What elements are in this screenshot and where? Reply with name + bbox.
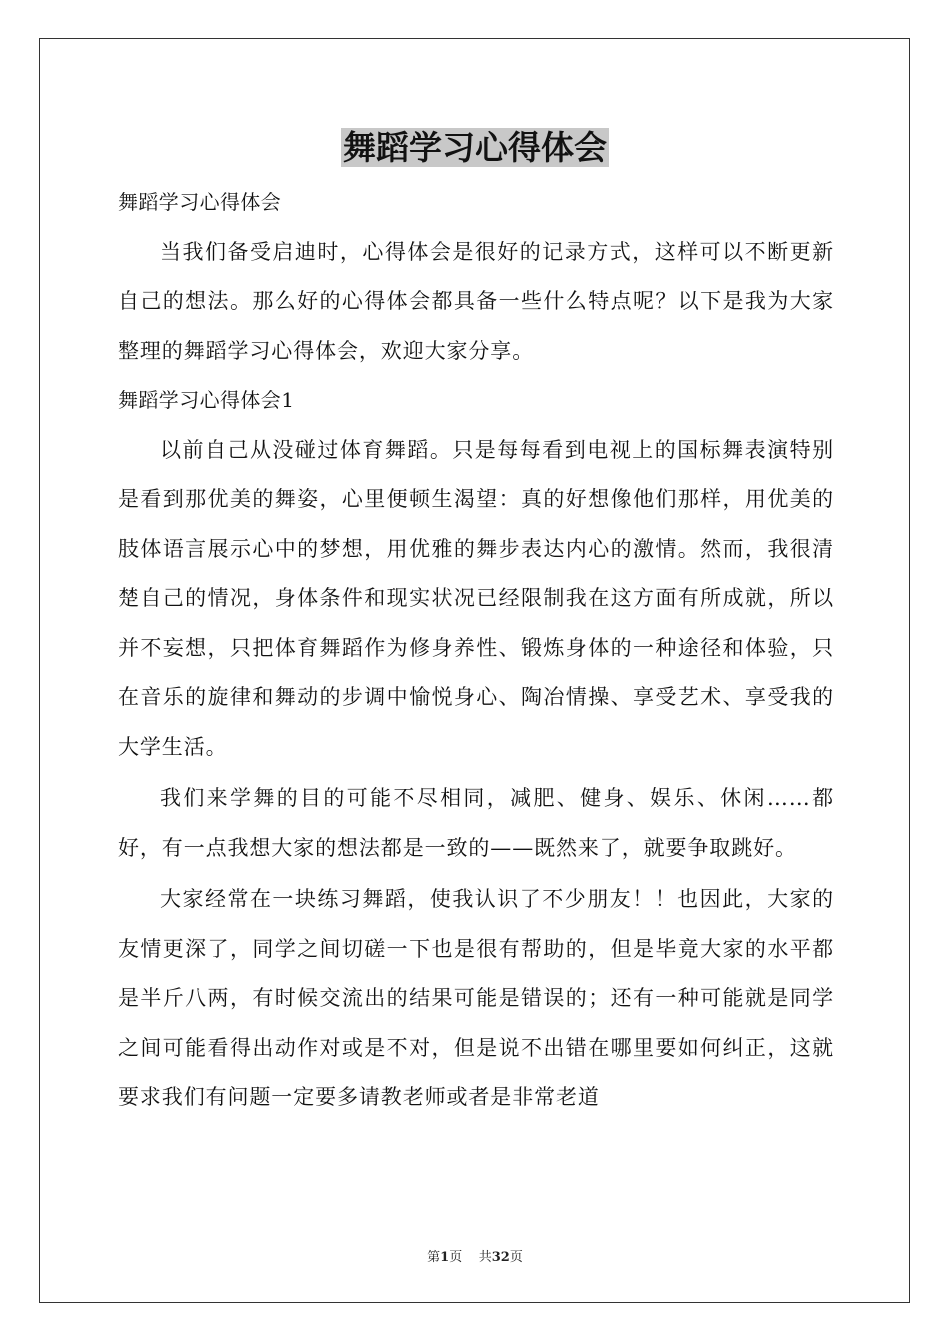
page-suffix: 页 xyxy=(449,1250,463,1265)
document-title-text: 舞蹈学习心得体会 xyxy=(343,128,607,167)
document-subtitle: 舞蹈学习心得体会 xyxy=(118,190,282,214)
body-paragraph-1: 以前自己从没碰过体育舞蹈。只是每每看到电视上的国标舞表演特别是看到那优美的舞姿，心里便顿生渴望：真的好想像他们那样，用优美的肢体语言展示心中的梦想，用优雅的舞步表达内心的激情。然而，我很清楚自己的情况，身体条件和现实状况已经限制我在这方面有所成就，所以并不妄想，只把体育舞蹈作为修身养性、锻炼身体的一种途径和体验，只在音乐的旋律和舞动的步调中愉悦身心、陶冶情操、享受艺术、享受我的大学生活。 xyxy=(118,437,834,759)
page-current: 1 xyxy=(440,1250,450,1265)
body-paragraph-3: 大家经常在一块练习舞蹈，使我认识了不少朋友！！也因此，大家的友情更深了，同学之间切磋一下也是很有帮助的，但是毕竟大家的水平都是半斤八两，有时候交流出的结果可能是错误的；还有一种可能就是同学之间可能看得出动作对或是不对，但是说不出错在哪里要如何纠正，这就要求我们有问题一定要多请教老师或者是非常老道 xyxy=(118,887,834,1109)
page-footer xyxy=(0,1246,950,1265)
total-prefix: 共 xyxy=(478,1250,492,1265)
document-body xyxy=(118,178,834,1123)
total-suffix: 页 xyxy=(509,1250,523,1265)
page-prefix: 第 xyxy=(427,1250,441,1265)
intro-paragraph: 当我们备受启迪时，心得体会是很好的记录方式，这样可以不断更新自己的想法。那么好的心得体会都具备一些什么特点呢？以下是我为大家整理的舞蹈学习心得体会，欢迎大家分享。 xyxy=(118,239,834,363)
body-paragraph-2: 我们来学舞的目的可能不尽相同，减肥、健身、娱乐、休闲……都好，有一点我想大家的想法都是一致的——既然来了，就要争取跳好。 xyxy=(118,786,834,860)
document-title xyxy=(0,126,950,170)
section-heading: 舞蹈学习心得体会1 xyxy=(118,388,295,412)
page-total: 32 xyxy=(491,1250,510,1265)
